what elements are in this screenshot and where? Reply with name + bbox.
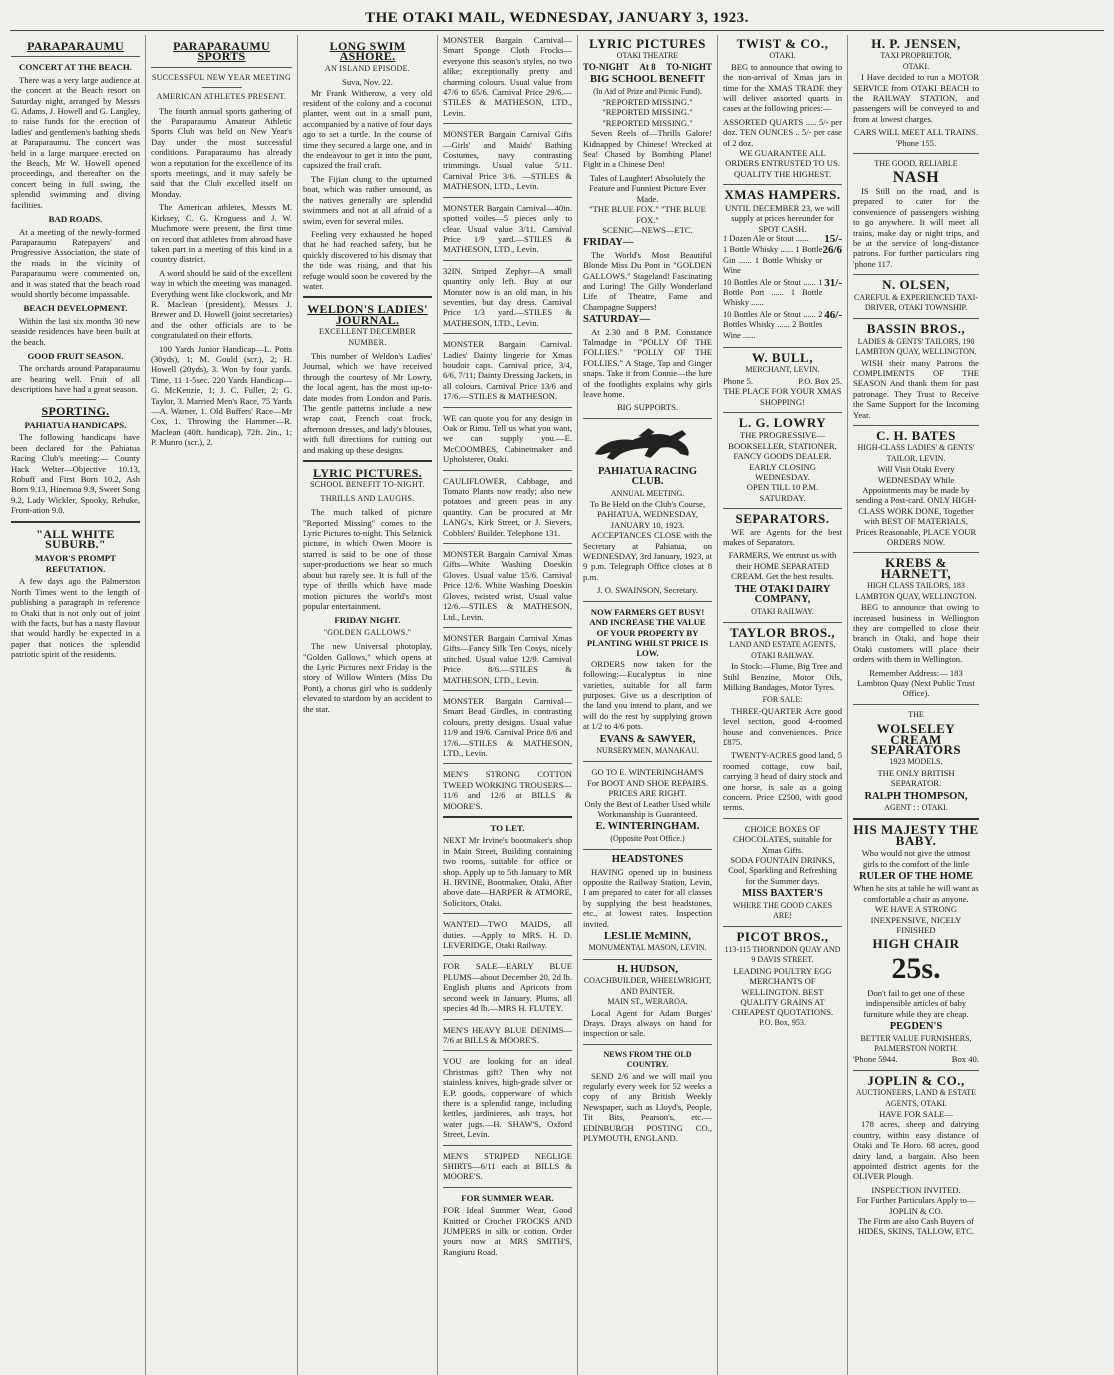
ad-line: Remember Address:— 183 Lambton Quay (Next Public Trust Office).	[857, 667, 975, 699]
ad-line: Tales of Laughter! Absolutely the Feature and Funniest Picture Ever Made.	[589, 172, 706, 204]
ad-subheading: MERCHANT, LEVIN.	[745, 365, 820, 375]
divider	[303, 460, 432, 462]
divider	[723, 622, 842, 623]
results-paragraph: 100 Yards Junior Handicap—L. Potts (30yds), 1; M. Gould (scr.), 2; H. Howell (20yds), 3. Won by four yards. Time, 11 1-5sec. 220 Yards Handicap—G. McKenzie, 1; J. C. Fuller, 2; G. Taylor, 3. Married Men's Race, 75 Yards—A. Warner, 1. Old Buffers' Race—Mr Cox, 1. Throwing the Hammer—R. Maclean (40ft. handicap), 72ft. 2in., 1; P. Munro (scr.), 2.	[151, 343, 292, 448]
classified-ad: MEN'S HEAVY BLUE DENIMS—7/6 at BILLS & MOORE'S.	[443, 1024, 572, 1045]
ad-line: CHOICE BOXES OF CHOCOLATES, suitable for Xmas Gifts.	[732, 823, 833, 855]
headline: PAHIATUA HANDICAPS.	[24, 420, 127, 430]
ad-paragraph: IS Still on the road, and is prepared to cater for the convenience of passengers wishing to go anywhere. It will meet all trains, make day or night trips, and be at the service of long-distance patrons. For further particulars ring 'phone 117.	[853, 185, 979, 269]
ad-heading: N. OLSEN,	[882, 277, 950, 293]
ad-paragraph: I Have decided to run a MOTOR SERVICE from OTAKI BEACH to the RAILWAY STATION, and passengers will be conveyed to and from at lowest charges.	[853, 72, 979, 124]
divider	[443, 1019, 572, 1020]
headline: MAYOR'S PROMPT REFUTATION.	[34, 553, 117, 574]
classified-ad: MONSTER Bargain Carnival—40in. spotted voiles—5 pieces only to clear. Usual value 3/11. Carnival Price 1/9 yard.—STILES & MATHESON, LTD., Levin.	[443, 202, 572, 255]
divider	[853, 153, 979, 154]
divider	[443, 123, 572, 124]
divider	[723, 412, 842, 413]
ad-line: Only the Best of Leather Used while Workmanship is Guaranteed.	[584, 798, 711, 819]
ad-subheading: FOR SALE:	[762, 695, 803, 705]
ad-heading: KREBS & HARNETT,	[880, 555, 952, 581]
dateline: Suva, Nov. 22.	[342, 77, 393, 88]
ad-paragraph: BEG to announce that owing to increased business in Wellington they are compelled to close their branch in Otaki, and hope their Otaki customers will place their orders with them in Wellington.	[853, 602, 979, 665]
divider	[723, 926, 842, 927]
ad-subheading: (Opposite Post Office.)	[610, 833, 685, 843]
hamper-price-table	[723, 234, 842, 342]
divider	[443, 1145, 572, 1146]
ad-heading: HIGH CHAIR	[872, 936, 960, 952]
ad-heading: TAYLOR BROS.,	[729, 624, 836, 640]
ad-subheading: BETTER VALUE FURNISHERS, PALMERSTON NORTH.	[860, 1033, 972, 1053]
contact-row	[723, 376, 842, 386]
ad-paragraph: THREE-QUARTER Acre good level section, good 4-roomed house and conveniences. Price £875.	[723, 705, 842, 747]
ad-paragraph: In Stock:—Flume, Big Tree and Stihl Benzine, Motor Oils, Milking Bandages, Motor Tyres.	[723, 661, 842, 692]
classified-ad: CAULIFLOWER, Cabbage, and Tomato Plants now ready; also new potatoes and green peas in any quantity. Can be procured at Mr LANG's, Kirk Street, or J. Sievers, Cobblers' Builder. Telephone 131.	[443, 475, 572, 538]
ad-subheading: TAXI PROPRIETOR,	[880, 51, 952, 61]
subheadline: AN ISLAND EPISODE.	[324, 63, 411, 73]
section-title: PARAPARAUMU	[27, 39, 124, 53]
divider	[723, 818, 842, 819]
ad-line: Will Visit Otaki Every WEDNESDAY While Appointments may be made by sending a Post-card. ONLY HIGH-CLASS WORK DONE, Together with BEST OF MATERIALS, Prices Reasonable, PLACE YOUR ORDERS NOW.	[855, 464, 977, 548]
divider	[11, 56, 140, 57]
phone-number: 'Phone 5944.	[853, 1054, 898, 1065]
ad-heading: EVANS & SAWYER,	[599, 733, 696, 745]
classified-ad: MEN'S STRIPED NEGLIGE SHIRTS—6/11 each at BILLS & MOORE'S.	[443, 1150, 572, 1182]
ad-line: SCENIC—NEWS—ETC.	[602, 224, 693, 235]
divider	[443, 470, 572, 471]
ad-subheading: NURSERYMEN, MANAKAU.	[596, 745, 699, 755]
ad-subheading: THE GOOD, RELIABLE	[874, 159, 958, 169]
contact-row	[853, 1054, 979, 1064]
classified-ad: MONSTER Bargain Carnival—Smart Bead Girdles, in contrasting colours, pretty designs. Usual value 11/9 and 19/6. Carnival Price 8/6 and 17/6.—STILES & MATHESON, LTD., Levin.	[443, 695, 572, 758]
ad-signature: J. O. SWAINSON, Secretary.	[597, 585, 698, 596]
ad-subheading: 113-115 THORNDON QUAY AND 9 DAVIS STREET.	[724, 944, 841, 965]
po-box: P.O. Box, 953.	[759, 1017, 806, 1027]
ad-heading: RULER OF THE HOME	[858, 871, 974, 883]
divider	[853, 425, 979, 426]
ad-subheading: HIGH CLASS TAILORS, 183 LAMBTON QUAY, WELLINGTON.	[855, 581, 977, 601]
article-paragraph: The fourth annual sports gathering of the Paraparaumu Amateur Athletic Sports Club was held on New Year's Day under the most successful conditions. Paraparaumu has already won a reputation for the excellence of its sports meetings, and it may safely be said that the Club excelled itself on Monday.	[151, 105, 292, 199]
divider	[443, 955, 572, 956]
divider	[853, 274, 979, 275]
ad-line: HAVE FOR SALE—	[879, 1108, 953, 1119]
ad-heading: THE OTAKI DAIRY COMPANY,	[734, 583, 831, 606]
divider	[723, 347, 842, 348]
section-title: PARAPARAUMU SPORTS	[173, 39, 270, 64]
phone-number: 'Phone 155.	[895, 137, 937, 148]
divider	[853, 318, 979, 319]
divider	[443, 1187, 572, 1188]
divider	[443, 1050, 572, 1051]
article-paragraph: Within the last six months 30 new seaside residences have been built at the beach.	[11, 315, 140, 347]
column-sports	[146, 35, 298, 1375]
classified-ad: MONSTER Bargain Carnival—Smart Sponge Cloth Frocks—everyone this season's styles, no two alike; exceptionally pretty and charming colours. Usual value from 47/6 to 65/6. Carnival Price 29/6.—STILES & MATHESON, LTD., Levin.	[443, 35, 572, 118]
showtime-left: TO-NIGHT	[583, 61, 629, 72]
ad-heading: SATURDAY—	[583, 314, 651, 326]
article-paragraph: The new Universal photoplay, "Golden Gallows," which opens at the Lyric Pictures next Friday is the story of Willow Winters (Miss Du Pont), a chorus girl who is suddenly elevated to stardom by an accident to the star.	[303, 641, 432, 714]
ad-line: ASSORTED QUARTS ..... 5/- per doz. TEN OUNCES .. 5/- per case of 2 doz.	[723, 116, 842, 148]
price-cell: 15/-	[824, 232, 842, 245]
columns	[6, 35, 1108, 1375]
ad-line: Who would not give the utmost girls to the comfort of the little	[861, 848, 971, 869]
classified-ad: WANTED—TWO MAIDS, all duties. —Apply to MRS. H. D. LEVERIDGE, Otaki Railway.	[443, 919, 572, 951]
article-paragraph: A few days ago the Palmerston North Times went to the length of publishing a paragraph in reference to Otaki that is not only out of joint with the facts, but has a nasty flavour that would hardly be expected in a paper that notices the splendid patriotic spirit of the residents.	[11, 576, 140, 660]
ad-subheading: ANNUAL MEETING.	[610, 488, 685, 498]
divider	[583, 959, 712, 960]
feature-title: "REPORTED MISSING." "REPORTED MISSING." "REPORTED MISSING."	[602, 97, 693, 128]
ad-heading: XMAS HAMPERS.	[724, 187, 841, 203]
ad-subheading: HIGH-CLASS LADIES' & GENTS' TAILOR, LEVIN.	[857, 443, 975, 463]
ad-line: FARMERS, We entrust us with their HOME SEPARATED CREAM. Get the best results.	[728, 550, 837, 582]
section-title: "ALL WHITE SUBURB."	[36, 526, 115, 552]
ad-line: WE GUARANTEE ALL ORDERS ENTRUSTED TO US.	[725, 148, 840, 169]
classified-ad: NEXT Mr Irvine's bootmaker's shop in Main Street, Building containing two rooms, suitable for office or shop. Apply up to 5th January to MR H. IRVINE, Bootmaker, Otaki. After above date—HARPER & ATMORE, Solicitors, Otaki.	[443, 835, 572, 908]
ad-heading: L. G. LOWRY	[738, 415, 827, 430]
divider	[853, 704, 979, 705]
ad-heading: MISS BAXTER'S	[742, 888, 823, 900]
ad-line: QUALITY THE HIGHEST.	[734, 168, 831, 179]
article-paragraph: This number of Weldon's Ladies' Journal, which we have received through the courtesy of Mr Lowry, the local agent, has the most up-to-date modes from London and Paris. The gentle patterns include a new wrap coat, French coat frock, afternoon dresses, and lady's blouses, with full directions for cutting out and making up these designs.	[303, 350, 432, 455]
ad-subheading: AUCTIONEERS, LAND & ESTATE AGENTS, OTAKI.	[855, 1088, 977, 1108]
divider	[443, 260, 572, 261]
article-paragraph: A word should be said of the excellent way in which the meeting was managed. Everything went like clockwork, and Mr R. Maclean (president), Messrs J. Brewer and D. Howell (joint secretaries) and the other officials are to be congratulated on their efforts.	[151, 267, 292, 341]
column-twist	[718, 35, 848, 1375]
classified-ad: MONSTER Bargain Carnival Xmas Gifts—Fancy Silk Ten Cosys, nicely stitched. Usual value 12/9. Carnival Price 8/6.—STILES & MATHESON, LTD., Levin.	[443, 632, 572, 685]
divider	[443, 543, 572, 544]
ad-paragraph: HAVING opened up in business opposite the Railway Station, Levin, I am prepared to cater for all classes by supplying the best headstones, etc., at lowest rates. Inspection invited.	[583, 866, 712, 929]
ad-line: OPEN TILL 10 P.M. SATURDAY.	[746, 482, 819, 503]
divider	[583, 601, 712, 602]
ad-heading: WOLSELEY CREAM SEPARATORS	[870, 721, 962, 757]
ad-heading: PEGDEN'S	[889, 1021, 943, 1033]
divider	[151, 67, 292, 68]
ad-line: THE PLACE FOR YOUR XMAS SHOPPING!	[723, 386, 842, 407]
ad-line: EARLY CLOSING WEDNESDAY.	[749, 461, 816, 483]
showtime-mid: At 8	[639, 61, 656, 72]
ad-heading: SEPARATORS.	[735, 511, 830, 527]
table-cell: 10 Bottles Ale or Stout ...... 2 Bottles Whisky ...... 2 Bottles Wine ......	[723, 309, 823, 340]
ad-heading: HIS MAJESTY THE BABY.	[853, 822, 979, 848]
classified-ad: 32IN. Striped Zephyr—A small quantity only left. Buy at our Monster now is an old man, in his seventies, but day dress. Carnival Price 1/3 yard.—STILES & MATHESON, LTD., Levin.	[443, 265, 572, 328]
ad-subheading: MAIN ST., WERAROA.	[607, 997, 688, 1007]
headline: BEACH DEVELOPMENT.	[23, 303, 128, 314]
divider	[853, 1070, 979, 1071]
ad-subheading: WHERE THE GOOD CAKES ARE!	[732, 900, 833, 921]
subheadline: AMERICAN ATHLETES PRESENT.	[156, 92, 287, 102]
ad-heading: TWIST & CO.,	[736, 36, 829, 51]
subheadline: "GOLDEN GALLOWS."	[323, 627, 412, 637]
headline: CONCERT AT THE BEACH.	[19, 62, 132, 73]
ad-heading: PAHIATUA RACING CLUB.	[597, 465, 698, 488]
article-paragraph: Feeling very exhausted he hoped that he had reached safety, but he quickly discovered to his dismay that the tide was rising, and that his refuge would soon be covered by the water.	[303, 228, 432, 291]
article-paragraph: The orchards around Paraparaumu are bearing well. Fruit of all descriptions have had a great season.	[11, 363, 140, 395]
ad-line: The Firm are also Cash Buyers of HIDES, SKINS, TALLOW, ETC.	[857, 1216, 975, 1237]
ad-line: For BOOT AND SHOE REPAIRS. PRICES ARE RIGHT.	[586, 777, 709, 799]
subheadline: SCHOOL BENEFIT TO-NIGHT.	[310, 480, 425, 490]
ad-line: For Further Particulars Apply to— JOPLIN & CO.	[856, 1195, 976, 1216]
article-paragraph: The much talked of picture "Reported Missing" comes to the Lyric Pictures to-night. This Selznick picture, in which Owen Moore is starred is said to be one of those super-productions we hear so much about but rarely see. It is full of the type of thrills which have made motion pictures the world's most popular entertainment.	[303, 507, 432, 611]
ad-heading: E. WINTERINGHAM.	[595, 821, 700, 833]
ad-heading: NASH	[892, 169, 940, 187]
ad-subheading: AGENT : : OTAKI.	[884, 803, 948, 812]
ad-subheading: OTAKI RAILWAY.	[751, 606, 814, 616]
ad-subheading: MONUMENTAL MASON, LEVIN.	[588, 943, 707, 953]
subheadline: SUCCESSFUL NEW YEAR MEETING	[151, 72, 292, 82]
ad-paragraph: BEG to announce that owing to the non-arrival of Xmas jars in time for the XMAS TRADE they will deliver assorted quarts in cases at the following prices:—	[723, 61, 842, 114]
column-long-swim	[298, 35, 438, 1375]
divider	[443, 816, 572, 818]
column-lyric-ads	[578, 35, 718, 1375]
article-paragraph: The Fijian clung to the upturned boat, which was rather unsound, as the natives generally are splendid swimmers and not at all afraid of a swim, even for several miles.	[303, 173, 432, 226]
divider	[443, 197, 572, 198]
ad-line: GO TO E. WINTERINGHAM'S	[591, 767, 704, 778]
masthead: THE OTAKI MAIL, WEDNESDAY, JANUARY 3, 1923.	[10, 8, 1104, 31]
ad-heading: C. H. BATES	[876, 428, 956, 443]
divider	[202, 87, 242, 88]
column-classifieds	[438, 35, 578, 1375]
ad-paragraph: WE are Agents for the best makes of Separators.	[723, 526, 842, 548]
ad-subheading: (In Aid of Prize and Picnic Fund).	[593, 86, 702, 96]
classified-ad: WE can quote you for any design in Oak or Rimu. Tell us what you want, we can supply you.—E. McCOOMBES, Cabinetmaker and Upholsterer, Otaki.	[443, 412, 572, 465]
headline: BAD ROADS.	[48, 214, 103, 225]
ad-line: NOW FARMERS GET BUSY! AND INCREASE THE VALUE OF YOUR PROPERTY BY PLANTING WHILST PRICE IS LOW.	[586, 606, 709, 659]
classified-ad: FOR SALE—EARLY BLUE PLUMS—about December 20, 2d lb. English plums and Apricots from second week in January. Plums, all species 4d lb.—MRS H. FLUTEY.	[443, 961, 572, 1014]
article-paragraph: The American athletes, Messrs M. Kirksey, C. G. Kroguess and J. W. Muchmore were present, the first time on record that athletes from abroad have taken part in a meeting of this kind in a country district.	[151, 202, 292, 265]
ad-paragraph: At 2.30 and 8 P.M. Constance Talmadge in "POLLY OF THE FOLLIES." "POLLY OF THE FOLLIES." A Stage, Tap and Ginger snaps. Take it from Connie—the lure of the footlights explains why girls leave home.	[583, 326, 712, 399]
po-box: Box 40.	[951, 1054, 979, 1065]
ad-subheading: COACHBUILDER, WHEELWRIGHT, AND PAINTER.	[583, 976, 712, 996]
section-title: WELDON'S LADIES' JOURNAL.	[307, 302, 428, 327]
subheadline: THRILLS AND LAUGHS.	[320, 493, 415, 503]
table-cell: 1 Bottle Whisky ...... 1 Bottle Gin ...... 1 Bottle Whisky or Wine	[723, 245, 823, 276]
ad-heading: LESLIE McMINN,	[604, 931, 691, 943]
ad-subheading: 1923 MODELS.	[889, 757, 943, 767]
racehorse-illustration	[583, 424, 712, 464]
divider	[303, 296, 432, 298]
price-cell: 26/6	[822, 244, 842, 257]
divider	[583, 418, 712, 419]
divider	[443, 690, 572, 691]
ad-paragraph: SEND 2/6 and we will mail you regularly every week for 52 weeks a copy of any British Weekly Newspaper, such as Lloyd's, People, Tit Bits, Pearson's, etc.—EDINBURGH POSTING CO., PLYMOUTH, ENGLAND.	[583, 1070, 712, 1143]
section-title: LONG SWIM ASHORE.	[329, 39, 406, 64]
divider	[583, 1044, 712, 1045]
ad-line: UNTIL DECEMBER 23, we will supply at prices hereunder for SPOT CASH.	[725, 202, 840, 234]
classified-ad: MONSTER Bargain Carnival Xmas Gifts—White Washing Doeskin Gloves. Usual value 15/6. Carnival Price 12/6. White Washing Doeskin Gloves, twisted wrist. Usual value 12/6.—STILES & MATHESON, Ltd., Levin.	[443, 549, 572, 622]
ad-subheading: OTAKI.	[902, 61, 930, 71]
ad-subheading: LADIES & GENTS' TAILORS, 190 LAMBTON QUAY, WELLINGTON.	[855, 336, 977, 357]
ad-line: THE PROGRESSIVE— BOOKSELLER, STATIONER, FANCY GOODS DEALER.	[728, 430, 837, 462]
ad-heading: RALPH THOMPSON,	[864, 790, 968, 802]
ad-paragraph: ORDERS now taken for the following:—Eucalyptus in nine varieties, suitable for all farm purposes. Give us a description of the land you intend to plant, and we will do the rest by supplying grown at 1/2 to 4/6 pots.	[583, 658, 712, 732]
divider	[723, 508, 842, 509]
article-paragraph: The following handicaps have been declared for the Pahiatua Racing Club's meeting:— County Hack Welter—Objective 10.13, Robuff and First Born 10.2, Ash Born 9.13, Hinemoa 9.9, Sweet Song 9.2, Lady Wickler, Spooky, Rebuke, Front-ation 9.0.	[11, 432, 140, 516]
ad-line: When he sits at table he will want as comfortable a chair as anyone.	[853, 883, 979, 904]
headline: FOR SUMMER WEAR.	[461, 1192, 554, 1203]
divider	[723, 184, 842, 185]
ad-line: CARS WILL MEET ALL TRAINS.	[853, 127, 979, 138]
section-title: SPORTING.	[41, 403, 110, 418]
price-cell: 31/-	[824, 276, 842, 289]
ad-heading: LYRIC PICTURES	[589, 36, 706, 51]
ad-paragraph: ACCEPTANCES CLOSE with the Secretary at Pahiatua, on WEDNESDAY, 3rd January, 1923, at 9 p.m. Telegraph Office closes at 8 p.m.	[583, 530, 712, 582]
section-title: LYRIC PICTURES.	[313, 466, 422, 481]
divider	[443, 627, 572, 628]
divider	[583, 761, 712, 762]
classified-ad: MONSTER Bargain Carnival. Ladies' Dainty lingerie for Xmas boudoir caps. Carnival price, 3/4, 6/6, 7/11; Dainty Dressing Jackets, in all colours. Carnival Price 13/6 and 17/6.—STILES & MATHESON.	[443, 339, 572, 402]
divider	[443, 333, 572, 334]
showtime-row	[583, 62, 712, 72]
ad-line: LEADING POULTRY EGG MERCHANTS OF WELLINGTON. BEST QUALITY GRAINS AT CHEAPEST QUOTATIONS.	[731, 965, 834, 1018]
ad-line: THE ONLY BRITISH SEPARATOR.	[877, 767, 955, 789]
ad-heading: PICOT BROS.,	[736, 929, 829, 945]
divider	[11, 521, 140, 523]
ad-line: SODA FOUNTAIN DRINKS, Cool, Sparkling and Refreshing for the Summer days.	[728, 855, 837, 886]
divider	[853, 818, 979, 820]
ad-heading: W. BULL,	[752, 349, 813, 365]
headline: TO LET.	[490, 823, 525, 833]
ad-line: BIG SUPPORTS.	[616, 402, 679, 413]
ad-subheading: OTAKI THEATRE	[616, 51, 679, 61]
divider	[443, 407, 572, 408]
ad-line: To Be Held on the Club's Course, PAHIATUA, WEDNESDAY, JANUARY 10, 1923.	[589, 499, 706, 530]
ad-paragraph: TWENTY-ACRES good land, 5 roomed cottage, cow bail, carrying 3 head of dairy stock and one horse, is sale as a going concern. Price £2500, with good terms.	[723, 750, 842, 813]
ad-heading: NEWS FROM THE OLD COUNTRY.	[603, 1049, 692, 1070]
divider	[443, 913, 572, 914]
headline: GOOD FRUIT SEASON.	[27, 350, 124, 361]
classified-ad: MONSTER Bargain Carnival Gifts—Girls' and Maids' Bathing Costumes, navy contrasting trimmings. Usual value 5/11. Carnival Price 3/6. —STILES & MATHESON, LTD., Levin.	[443, 129, 572, 192]
ad-heading: BASSIN BROS.,	[866, 321, 966, 337]
phone-number: Phone 5.	[723, 375, 754, 386]
divider	[443, 763, 572, 764]
column-paraparaumu	[6, 35, 146, 1375]
ad-subheading: CAREFUL & EXPERIENCED TAXI-DRIVER, OTAKI TOWNSHIP.	[853, 292, 979, 312]
ad-paragraph: 178 acres, sheep and dairying country, within easy distance of Otaki and Te Horo. 68 acres, good dairy land, a bargain. Also been appointed district agents for the OLIVER Plough.	[853, 1119, 979, 1182]
ad-paragraph: Local Agent for Adam Burges' Drays. Drays always on hand for inspection or sale.	[583, 1007, 712, 1039]
po-box: P.O. Box 25.	[798, 375, 842, 386]
table-cell: 10 Bottles Ale or Stout ...... 1 Bottle Port ...... 1 Bottle Whisky ......	[723, 277, 823, 308]
article-paragraph: Mr Frank Witherow, a very old resident of the colony and a coconut planter, went out in a small punt, accompanied by a native of four days ago to set a turtle. In the course of time they secured a large one, and in the endeavour to get it into the punt, capsized the frail craft.	[303, 87, 432, 171]
ad-heading: FRIDAY—	[583, 237, 634, 249]
table-row	[723, 245, 842, 277]
classified-ad: MEN'S STRONG COTTON TWEED WORKING TROUSERS—11/6 and 12/6 at BILLS & MOORE'S.	[443, 769, 572, 811]
ad-subheading: OTAKI.	[769, 51, 796, 61]
article-paragraph: There was a very large audience at the concert at the Beach resort on Saturday night, arranged by Messrs G. Adams, J. Howell and G. Langley, to raise funds for the erection of ladies' and gentlemen's bathing sheds at Paraparaumu. The concert was held in a large marquee erected on the Beach, Mr W. Howell opened proceedings, and thereafter on the concert being in full swing, the splendid swimming and diving facilities.	[11, 74, 140, 210]
divider	[56, 399, 96, 400]
ad-paragraph: The World's Most Beautiful Blonde Miss Du Pont in "GOLDEN GALLOWS." Stageland! Fascinating and Luring! The Gilly Wonderland Life of Theatre, Fame and Champagne Suppers!	[583, 249, 712, 312]
table-row	[723, 278, 842, 310]
ad-paragraph: WISH their many Patrons the COMPLIMENTS OF THE SEASON And thank them for past patronage. They Trust to Receive the Same Support for the Incoming Year.	[853, 357, 979, 420]
feature-title: "THE BLUE FOX." "THE BLUE FOX."	[589, 204, 706, 225]
article-paragraph: At a meeting of the newly-formed Paraparaumu Ratepayers' and Progressive Association, the state of the roads in the vicinity of Paraparaumu were commented on, and it was stated that the beach road would shortly become impassable.	[11, 226, 140, 299]
table-cell: 1 Dozen Ale or Stout ......	[723, 233, 809, 243]
showtime-right: TO-NIGHT	[666, 61, 712, 72]
price-cell: 46/-	[824, 308, 842, 321]
ad-heading: H. HUDSON,	[617, 963, 678, 975]
classified-ad: YOU are looking for an ideal Christmas gift? Then why not stainless knives, high-grade silver or E.P. goods, copperware of which there is a splendid range, including kettles, jardinieres, ash trays, hot water jugs.—H. SHAW'S, Oxford Street, Levin.	[443, 1056, 572, 1140]
ad-paragraph: Seven Reels of—Thrills Galore! Kidnapped by Chinese! Wrecked at Sea! Chased by Bombing Plane! Fight in a Chinese Den!	[583, 128, 712, 170]
ad-line: INSPECTION INVITED.	[871, 1184, 961, 1195]
table-row	[723, 310, 842, 342]
subheadline: EXCELLENT DECEMBER NUMBER.	[318, 327, 417, 347]
ad-heading: BIG SCHOOL BENEFIT	[590, 74, 705, 86]
ad-line: Don't fail to get one of these indispensible articles of baby furniture while they are cheap.	[863, 987, 969, 1019]
divider	[853, 552, 979, 553]
ad-heading: JOPLIN & CO.,	[867, 1072, 965, 1088]
headline: FRIDAY NIGHT.	[334, 615, 401, 626]
column-jensen	[848, 35, 984, 1375]
ad-heading: HEADSTONES	[611, 854, 684, 866]
divider	[583, 849, 712, 850]
classified-ad: FOR Ideal Summer Wear, Good Knitted or Crochet FROCKS AND JUMPERS in silk or cotton. Order yours now at MRS SMITH'S, Rangiuru Road.	[443, 1205, 572, 1257]
ad-line: WE HAVE A STRONG INEXPENSIVE, NICELY FINISHED	[870, 904, 962, 936]
ad-heading: H. P. JENSEN,	[871, 36, 961, 51]
price-display: 25s.	[891, 951, 941, 985]
ad-subheading: THE	[908, 709, 924, 719]
ad-subheading: LAND AND ESTATE AGENTS, OTAKI RAILWAY.	[729, 640, 836, 660]
